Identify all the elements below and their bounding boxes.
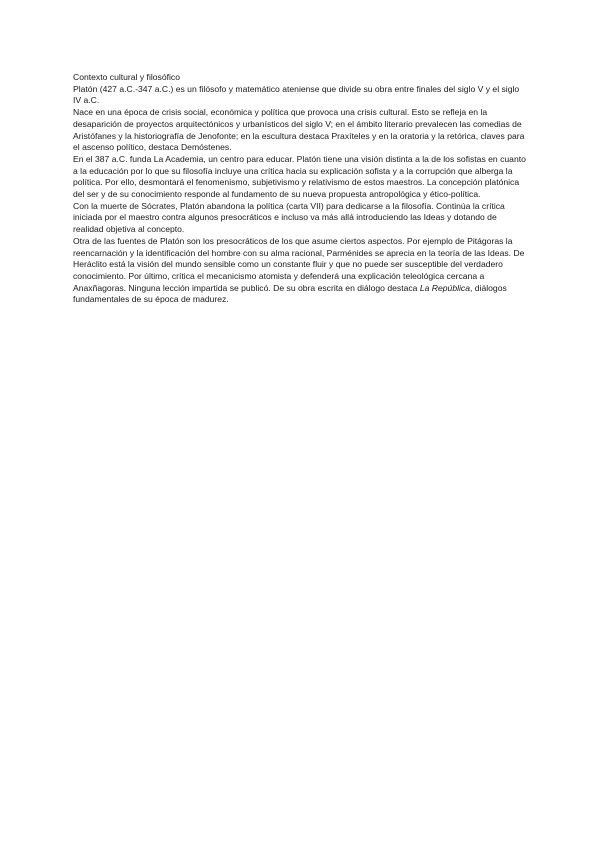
paragraph-socrates: Con la muerte de Sócrates, Platón abandona la política (carta VII) para dedicarse a la filosofía. Continúa la crítica iniciada por el maestro contra algunos presocráticos e incluso va más allá introduciendo las Ideas y dotando de realidad objetiva al concepto. <box>73 200 505 235</box>
paragraph-academia: En el 387 a.C. funda La Academia, un centro para educar. Platón tiene una visión distinta a la de los sofistas en cuanto a la educación por lo que su filosofía incluye una crítica hacia su explicación sofista y a la corrupción que alberga la política. Por ello, desmontará el fenomenismo, subjetivismo y relativismo de estos maestros. La concepción platónica del ser y de su conocimiento responde al fundamento de su nueva propuesta antropológica y ético-política. <box>73 153 526 200</box>
book-title-la-republica: La República <box>419 282 470 293</box>
document-title: Contexto cultural y filosófico <box>73 72 180 82</box>
paragraph-presocraticos <box>73 236 528 306</box>
paragraph-presocraticos-text: Otra de las fuentes de Platón son los presocráticos de los que asume ciertos aspectos. Por ejemplo de Pitágoras la reencarnación y la identificación del hombre con su alma racional, Parménides se aprecia en la teoría de las Ideas. De Heráclito está la visión del mundo sensible como un constante fluir y que no puede ser susceptible del verdadero conocimiento. Por último, crítica el mecanicismo atomista y defenderá una explicación teleológica cercana a Anaxñagoras. Ninguna lección impartida se publicó. De su obra escrita en diálogo destaca <box>73 235 525 293</box>
paragraph-presocraticos-ending: , diálogos fundamentales de su época de madurez. <box>73 282 507 305</box>
paragraph-intro: Platón (427 a.C.-347 a.C.) es un filósofo y matemático ateniense que divide su obra entre finales del siglo V y el siglo IV a.C. <box>73 83 520 106</box>
document-body <box>73 72 528 306</box>
paragraph-crisis: Nace en una época de crisis social, económica y política que provoca una crisis cultural. Esto se refleja en la desaparición de proyectos arquitectónicos y urbanísticos del siglo V; en el ámbito literario prevalecen las comedias de Aristófanes y la historiografía de Jenofonte; en la escultura destaca Praxíteles y en la oratoria y la retórica, claves para el ascenso político, destaca Demóstenes. <box>73 107 525 153</box>
